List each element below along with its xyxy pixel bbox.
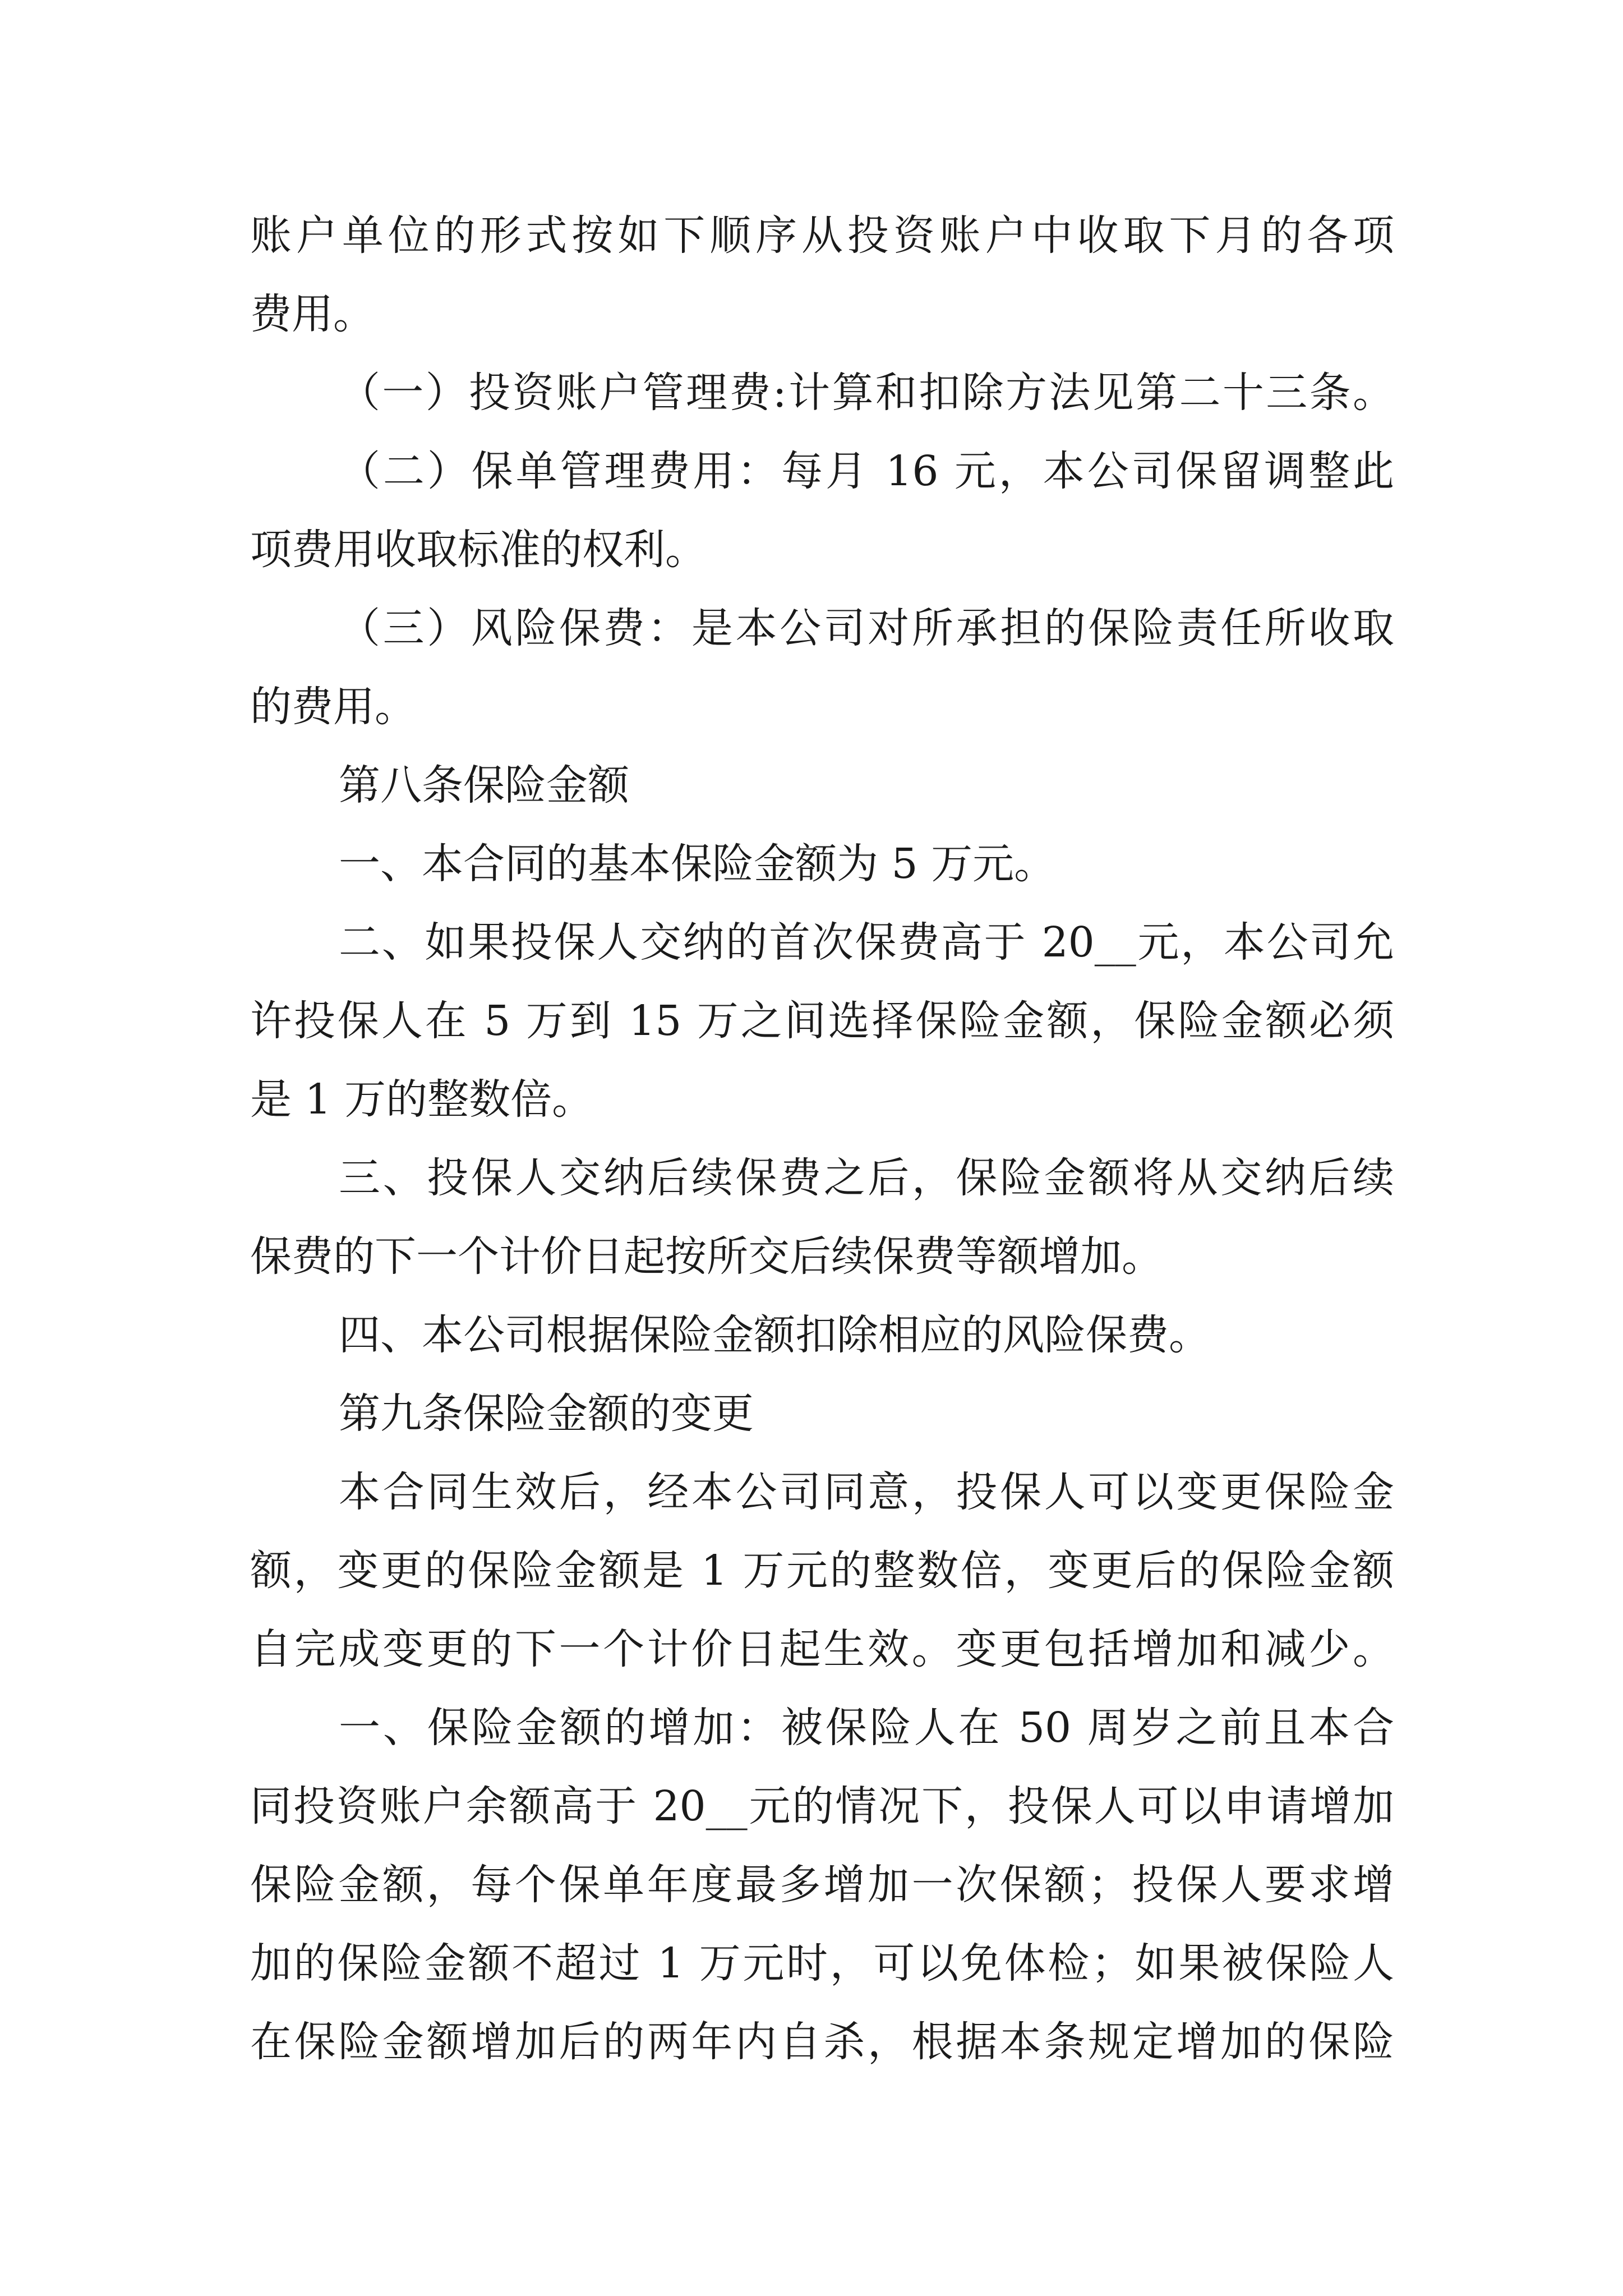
text-line-14: 保费的下一个计价日起按所交后续保费等额增加。 [250, 1232, 1163, 1281]
text-line-18: 额，变更的保险金额是 1 万元的整数倍，变更后的保险金额 [250, 1547, 1394, 1595]
text-line-17: 本合同生效后，经本公司同意，投保人可以变更保险金 [339, 1468, 1394, 1516]
text-line-13: 三、投保人交纳后续保费之后，保险金额将从交纳后续 [339, 1154, 1394, 1202]
text-line-10: 二、如果投保人交纳的首次保费高于 20__元，本公司允 [339, 918, 1394, 967]
section-heading: 第八条保险金额 [339, 761, 629, 809]
text-line-7: 的费用。 [250, 683, 416, 731]
text-line-1: 账户单位的形式按如下顺序从投资账户中收取下月的各项 [250, 211, 1394, 260]
text-line-24: 在保险金额增加后的两年内自杀，根据本条规定增加的保险 [250, 2018, 1394, 2066]
text-line-3: （一）投资账户管理费:计算和扣除方法见第二十三条。 [339, 369, 1394, 417]
section-heading: 第九条保险金额的变更 [339, 1389, 754, 1438]
text-line-11: 许投保人在 5 万到 15 万之间选择保险金额，保险金额必须 [250, 997, 1394, 1045]
text-line-4: （二）保单管理费用：每月 16 元，本公司保留调整此 [339, 447, 1394, 495]
text-line-9: 一、本合同的基本保险金额为 5 万元。 [339, 840, 1056, 888]
text-line-2: 费用。 [250, 290, 375, 338]
text-line-19: 自完成变更的下一个计价日起生效。变更包括增加和减少。 [250, 1625, 1394, 1673]
text-line-22: 保险金额，每个保单年度最多增加一次保额；投保人要求增 [250, 1861, 1394, 1909]
text-line-20: 一、保险金额的增加：被保险人在 50 周岁之前且本合 [339, 1704, 1394, 1752]
text-line-6: （三）风险保费：是本公司对所承担的保险责任所收取 [339, 604, 1394, 652]
text-line-15: 四、本公司根据保险金额扣除相应的风险保费。 [339, 1311, 1210, 1359]
text-line-23: 加的保险金额不超过 1 万元时，可以免体检；如果被保险人 [250, 1939, 1394, 1987]
text-line-21: 同投资账户余额高于 20__元的情况下，投保人可以申请增加 [250, 1782, 1394, 1830]
text-line-5: 项费用收取标准的权利。 [250, 526, 707, 574]
text-line-12: 是 1 万的整数倍。 [250, 1075, 594, 1124]
